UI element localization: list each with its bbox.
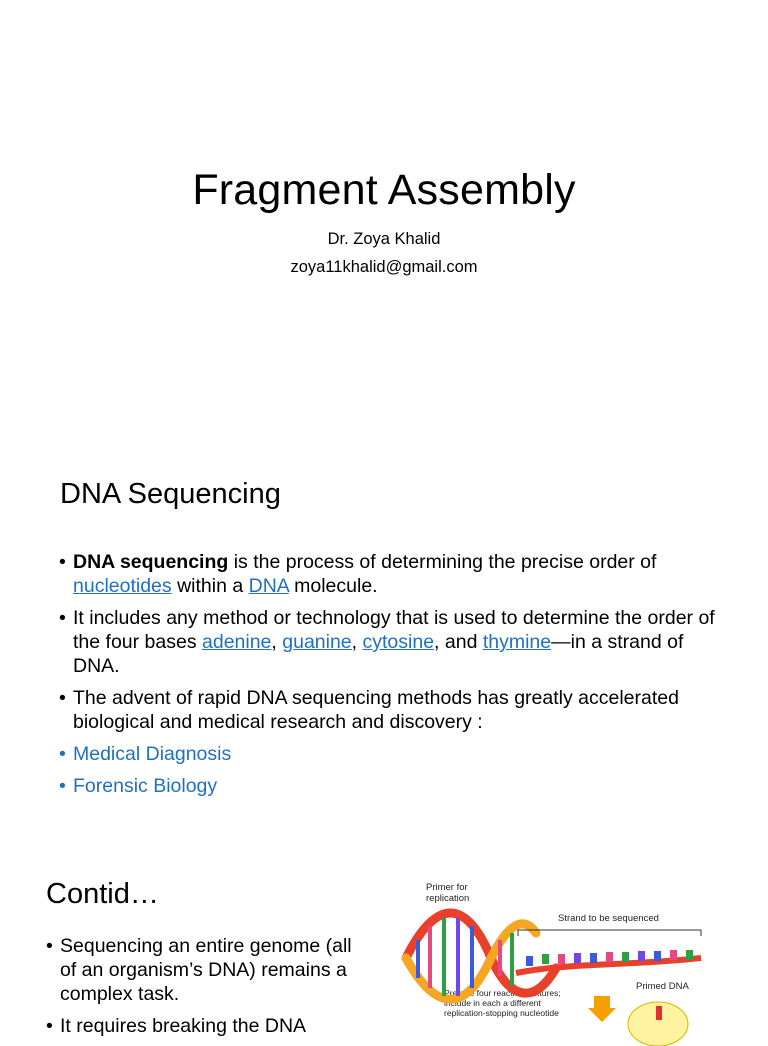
text-span: , and	[434, 631, 483, 653]
strand-label: Strand to be sequenced	[558, 913, 659, 924]
slide-title: Fragment Assembly	[192, 166, 576, 214]
slide-heading: DNA Sequencing	[60, 478, 281, 510]
list-item: • The advent of rapid DNA sequencing methods has greatly accelerated biological and medical research and discovery :	[59, 686, 719, 734]
author-email: zoya11khalid@gmail.com	[290, 258, 478, 276]
dna-sequencing-figure	[396, 878, 716, 1024]
prepare-label: Prepare four reaction mixtures; include in each a different replication-stopping nucleotide	[444, 988, 561, 1018]
thymine-link[interactable]: thymine	[482, 631, 552, 653]
list-item	[59, 550, 719, 598]
slide-heading: Contid…	[46, 878, 159, 910]
list-item	[59, 606, 719, 678]
text-span: is the process of determining the precise order of	[228, 551, 657, 573]
guanine-link[interactable]: guanine	[282, 631, 352, 653]
text-span: molecule.	[288, 575, 378, 597]
author-name: Dr. Zoya Khalid	[327, 230, 441, 248]
bullet-list	[59, 550, 719, 806]
primer-label: Primer for replication	[426, 882, 470, 904]
list-item: • Sequencing an entire genome (all of an organism’s DNA) remains a complex task.	[46, 934, 356, 1006]
title-slide	[0, 0, 768, 432]
nucleotides-link[interactable]: nucleotides	[73, 575, 172, 597]
text-span: ,	[351, 631, 363, 653]
dna-helix-illustration	[396, 878, 716, 1024]
bold-term: DNA sequencing	[73, 551, 229, 573]
list-item-medical-diagnosis: • Medical Diagnosis	[59, 742, 719, 766]
text-span: It includes any method or technology that is used to determine the order of the four bases	[73, 607, 715, 653]
primed-dna-label: Primed DNA	[636, 981, 689, 992]
list-item-forensic-biology: • Forensic Biology	[59, 774, 719, 798]
dna-sequencing-slide	[0, 432, 768, 842]
base-pairs	[418, 918, 512, 996]
text-span: —in a strand of DNA.	[73, 631, 684, 677]
down-arrow-icon	[588, 996, 616, 1022]
strand-bracket	[518, 930, 701, 936]
text-span: within a	[171, 575, 249, 597]
contid-slide	[0, 842, 768, 1037]
dna-link[interactable]: DNA	[248, 575, 289, 597]
list-item: • It requires breaking the DNA	[46, 1014, 356, 1038]
primed-dna-marker	[656, 1006, 662, 1020]
adenine-link[interactable]: adenine	[202, 631, 272, 653]
text-span: ,	[271, 631, 283, 653]
bullet-list	[46, 934, 356, 1046]
cytosine-link[interactable]: cytosine	[362, 631, 435, 653]
